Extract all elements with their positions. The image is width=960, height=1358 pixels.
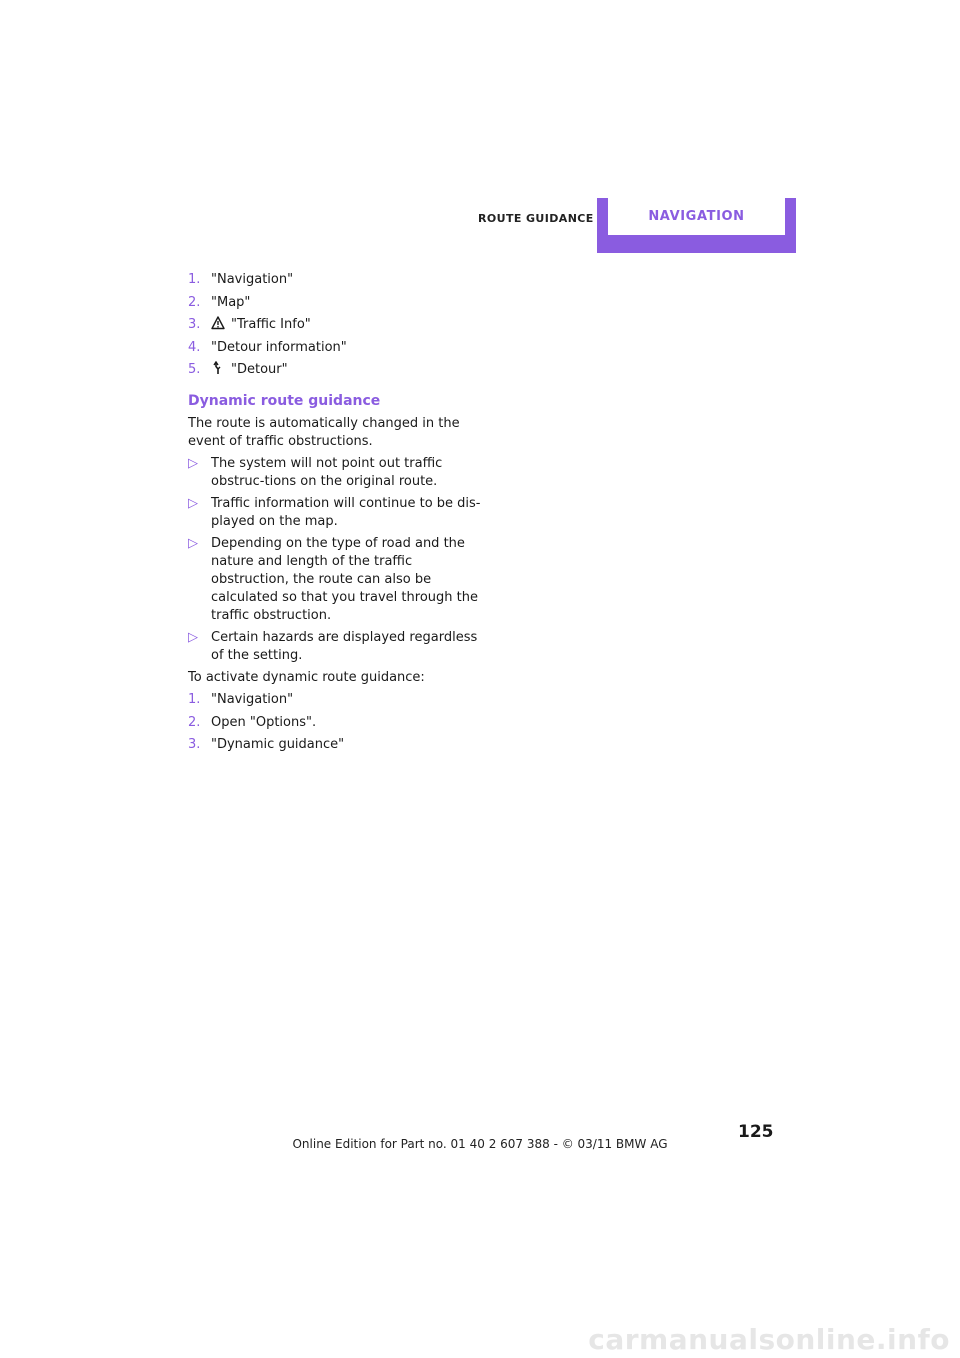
list-item	[188, 316, 488, 334]
bullet-text: Traffic information will continue to be dis-played on the map.	[211, 496, 481, 529]
bullet-text: Depending on the type of road and the nature and length of the traffic obstruction, the route can also be calculated so that you travel through the traffic obstruction.	[211, 536, 478, 623]
bullet-marker: ▷	[188, 496, 198, 511]
detour-arrow-icon	[211, 361, 231, 375]
step-number: 3.	[188, 737, 201, 752]
step-number: 5.	[188, 362, 201, 377]
page-number: 125	[738, 1122, 774, 1142]
step-text: "Detour information"	[211, 339, 347, 355]
bullet-item	[188, 455, 488, 491]
activate-text: To activate dynamic route guidance:	[188, 670, 425, 685]
step-number: 1.	[188, 272, 201, 287]
bullet-marker: ▷	[188, 536, 198, 551]
step-number: 2.	[188, 714, 201, 730]
step-text: "Navigation"	[211, 692, 294, 707]
section-heading: Dynamic route guidance	[188, 393, 381, 409]
step-text: "Traffic Info"	[231, 317, 311, 332]
list-item	[188, 294, 488, 312]
step-number: 1.	[188, 692, 201, 707]
chapter-tab-inner	[608, 198, 785, 235]
bullet-marker: ▷	[188, 630, 198, 645]
bullet-item	[188, 629, 488, 665]
bullet-marker: ▷	[188, 456, 198, 471]
step-number: 2.	[188, 294, 201, 310]
list-item	[188, 339, 488, 357]
bullet-text: The system will not point out traffic obstruc-tions on the original route.	[211, 456, 443, 489]
bullet-item	[188, 535, 488, 625]
list-item	[188, 736, 488, 754]
chapter-tab	[597, 198, 796, 253]
list-item	[188, 691, 488, 709]
step-text: "Dynamic guidance"	[211, 737, 345, 752]
list-item	[188, 361, 488, 379]
step-text: Open "Options".	[211, 714, 317, 730]
step-text: "Detour"	[231, 362, 288, 377]
traffic-warning-icon	[211, 316, 231, 330]
chapter-tab-label: NAVIGATION	[648, 209, 745, 224]
watermark: carmanualsonline.info	[588, 1323, 950, 1356]
section-label: ROUTE GUIDANCE	[478, 212, 594, 225]
list-item	[188, 714, 488, 732]
step-number: 3.	[188, 317, 201, 332]
bullet-text: Certain hazards are displayed regardless of the setting.	[211, 630, 478, 663]
step-text: "Navigation"	[211, 272, 294, 287]
step-text: "Map"	[211, 294, 251, 310]
step-number: 4.	[188, 339, 201, 355]
intro-text: The route is automatically changed in the event of traffic obstructions.	[188, 416, 460, 449]
main-content	[188, 271, 488, 759]
bullet-item	[188, 495, 488, 531]
footer-text: Online Edition for Part no. 01 40 2 607 388 - © 03/11 BMW AG	[292, 1137, 668, 1151]
list-item	[188, 271, 488, 289]
